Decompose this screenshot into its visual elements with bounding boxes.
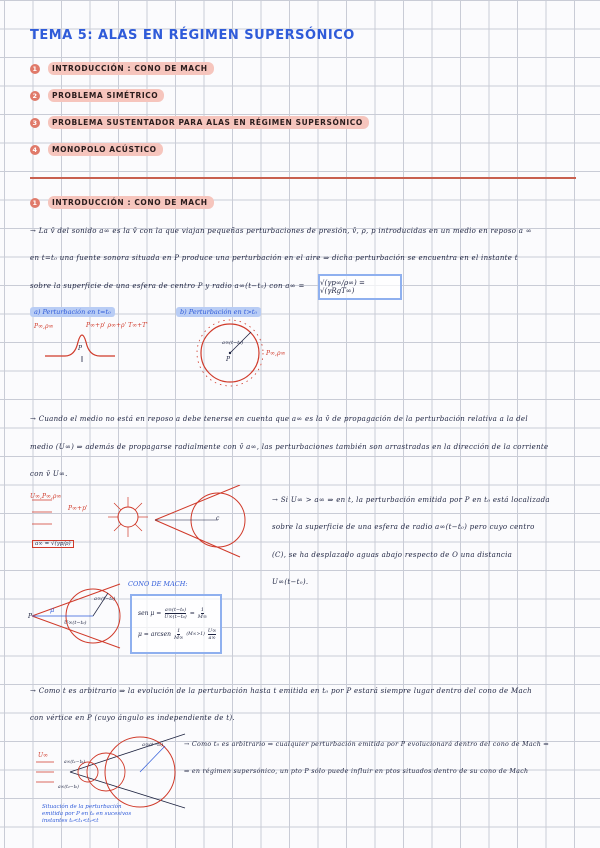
toc-label: MONOPOLO ACÚSTICO [48,143,163,156]
toc-item-4 [30,143,163,156]
equals: = [189,610,195,617]
page-title: TEMA 5: ALAS EN RÉGIMEN SUPERSÓNICO [30,28,355,43]
figure-b-label [176,308,261,316]
fraction-numerator: 1 [177,628,181,634]
caption-line: Situación de la perturbación [42,804,122,810]
paragraph-3-line-3: (C), se ha desplazado aguas abajo respecto de O una distancia [272,551,513,559]
toc-number: 3 [30,118,40,128]
mach-condition: (M∞>1) [186,632,205,637]
figure-c-flow [30,485,255,560]
figure-d-cone [30,732,190,810]
paragraph-2-line-3: con v̄ U∞. [30,470,68,478]
figure-c-mach: a∞ = √(γp/ρ) [32,540,74,548]
figure-b-point: P [226,356,231,363]
toc-item-2 [30,89,164,102]
toc-label: PROBLEMA SUSTENTADOR PARA ALAS EN RÉGIMEN SUPERSÓNICO [48,116,369,129]
figure-d-uinf: U∞ [38,752,49,759]
sphere-t2 [87,753,125,791]
paragraph-3-line-4: U∞(t−t₀). [272,578,309,586]
figure-a-formula: P∞+p' ρ∞+ρ' T∞+T' [86,322,148,329]
mu-formula [138,628,216,641]
paragraph-3-line-2: sobre la superficie de una esfera de radio a∞(t−t₀) pero cuyo centro [272,523,535,531]
toc-label: INTRODUCCIÓN : CONO DE MACH [48,62,214,75]
paragraph-1-line-2: en t=t₀ una fuente sonora situada en P produce una perturbación en el aire ⇒ dicha perturbación se encuentra en el instante t [30,254,518,262]
toc-number: 2 [30,91,40,101]
figure-d-r1: a∞(t₁−t₀) [64,760,85,765]
cone-title: CONO DE MACH: [128,580,188,588]
figure-a-label-text: a) Perturbación en t=t₀ [30,307,115,317]
freestream-arrows [36,762,54,782]
paragraph-1-line-3: sobre la superficie de una esfera de centro P y radio a∞(t−t₀) con a∞ = [30,282,305,290]
paragraph-1-line-1: → La v̄ del sonido a∞ es la v̄ con la que viajan pequeñas perturbaciones de presión, v̄, ρ, p introducidas en un medio en reposo a ∞ [30,227,532,235]
mach-line-lower [155,520,240,557]
speed-of-sound-formula: √(γp∞/ρ∞) = √(γRgT∞) [318,274,402,300]
paragraph-2-line-2: medio (U∞) ⇒ además de propagarse radialmente con v̄ a∞, las perturbaciones también son arrastradas en la dirección de la corriente [30,443,549,451]
radius-line [140,746,165,772]
paragraph-4-line-1: → Como t es arbitrario ⇒ la evolución de la perturbación hasta t emitida en t₀ por P estará siempre lugar dentro del cono de Mach [30,687,532,695]
figure-c-center: c [216,515,220,522]
paragraph-5-line-1: → Como t₀ es arbitrario ⇒ cualquier perturbación emitida por P evolucionará dentro del cono de Mach ⇒ [184,741,549,748]
figure-c-formula: P∞+p' [68,505,88,512]
figure-d-r2: a∞(t₂−t₀) [58,785,79,790]
figure-b-pinf: P∞,ρ∞ [266,350,286,357]
fraction-denominator: M∞ [174,635,184,641]
toc-item-1 [30,62,214,75]
section-heading [30,196,214,209]
mach-cone-figure [28,582,128,652]
toc-number: 1 [30,64,40,74]
figure-a-point: P [78,345,83,352]
figure-b-sphere [195,318,265,388]
sin-mu-formula [138,607,207,620]
fraction [174,628,183,641]
figure-b-label-text: b) Perturbación en t>t₀ [176,307,261,317]
cone-distance-label: U∞(t−t₀) [64,620,87,626]
fraction-numerator: U∞ [207,628,217,634]
figure-a-label [30,308,115,316]
fraction [164,607,187,620]
freestream-arrows [32,500,52,524]
center-point [229,352,231,354]
fraction-numerator: a∞(t−t₀) [164,607,187,613]
figure-d-radius: a∞(t−t₀) [142,742,164,748]
cone-mu: μ [50,606,55,614]
figure-b-radius: a∞(t−t₀) [222,340,244,346]
section-label: INTRODUCCIÓN : CONO DE MACH [48,196,214,209]
paragraph-5-line-2: ⇒ en régimen supersónico, un pto P sólo puede influir en ptos situados dentro de su cono de Mach [184,768,529,775]
fraction-numerator: 1 [200,607,205,613]
caption-line: emitida por P en t₀ en sucesivos [42,811,132,817]
section-number: 1 [30,198,40,208]
paragraph-4-line-2: con vértice en P (cuyo ángulo es independiente de t). [30,714,235,722]
sin-mu-left: sen μ = [138,610,162,617]
fraction [198,607,207,620]
toc-number: 4 [30,145,40,155]
cone-vertex: P [28,613,33,620]
cone-radius-label: a∞(t−t₀) [94,596,116,602]
cone-lower-line [70,772,185,808]
mach-cone-formulas [130,594,222,654]
mu-left: μ = arcsen [138,631,172,638]
figure-c-uinf: U∞,P∞,ρ∞ [30,493,62,500]
toc-label: PROBLEMA SIMÉTRICO [48,89,164,102]
fraction-denominator: a∞ [208,635,216,641]
caption-line: instantes t₀<t₁<t₂<t [42,818,99,824]
fraction [208,628,216,641]
paragraph-3-line-1: → Si U∞ > a∞ ⇒ en t, la perturbación emitida por P en t₀ está localizada [272,496,550,504]
paragraph-2-line-1: → Cuando el medio no está en reposo a debe tenerse en cuenta que a∞ es la v̄ de propagación de la perturbación relativa a la del [30,415,528,423]
figure-d-caption [42,804,131,825]
section-divider [30,177,576,179]
fraction-denominator: M∞ [197,614,208,620]
radial-arrows [108,497,148,537]
fraction-denominator: U∞(t−t₀) [164,614,187,620]
toc-item-3 [30,116,369,129]
figure-a-pinf: P∞,ρ∞ [34,323,54,330]
